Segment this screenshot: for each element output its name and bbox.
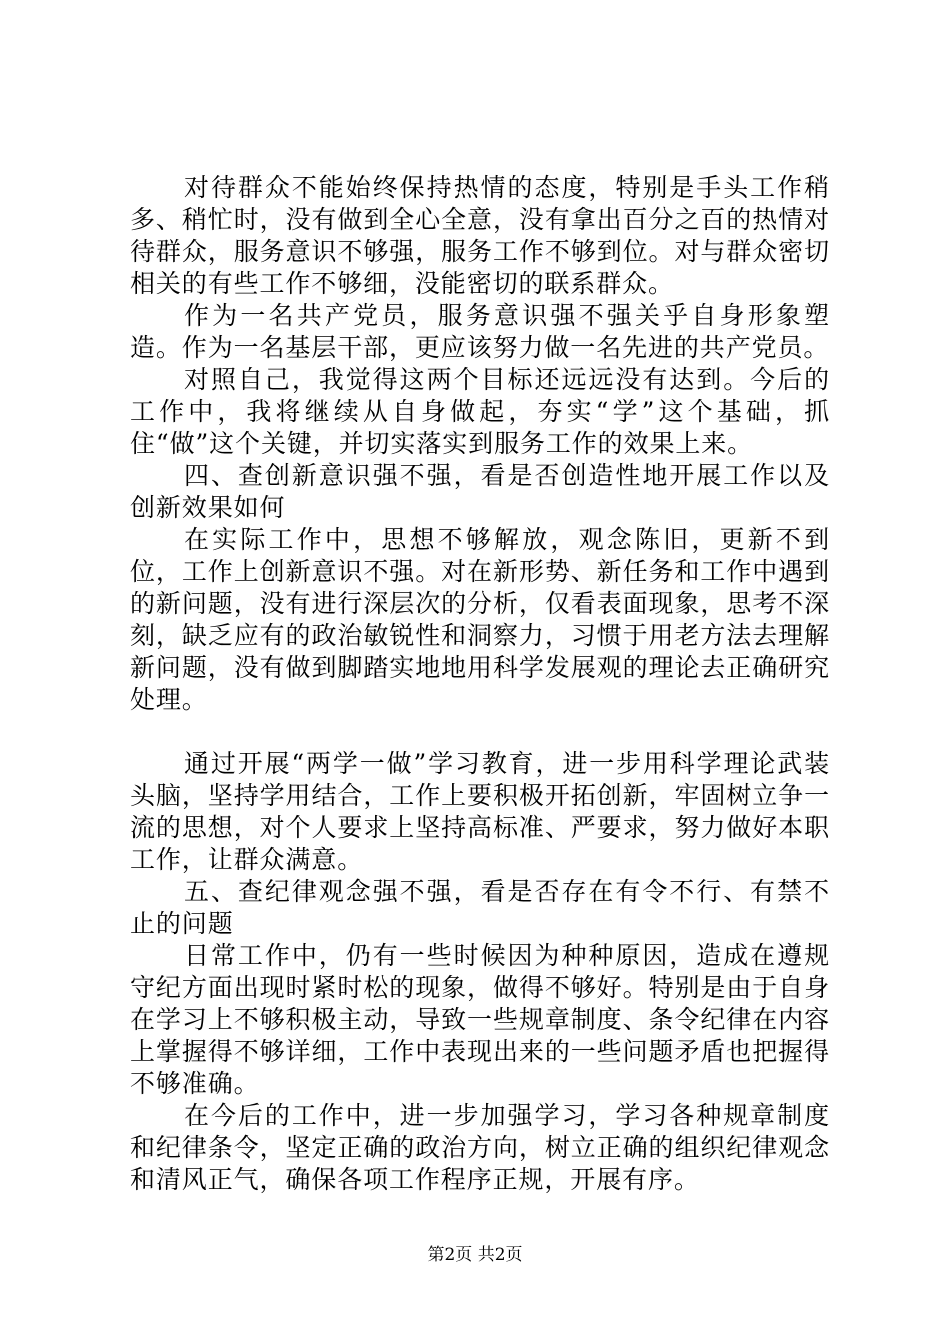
paragraph-service-attitude: 对待群众不能始终保持热情的态度，特别是手头工作稍多、稍忙时，没有做到全心全意，没有拿出百分之百的热情对待群众，服务意识不够强，服务工作不够到位。对与群众密切相关的有些工作不够细，没能密切的联系群众。 — [130, 173, 830, 298]
heading-innovation: 四、查创新意识强不强，看是否创造性地开展工作以及创新效果如何 — [130, 461, 830, 522]
paragraph-future-work: 在今后的工作中，进一步加强学习，学习各种规章制度和纪律条令，坚定正确的政治方向，树立正确的组织纪律观念和清风正气，确保各项工作程序正规，开展有序。 — [130, 1101, 830, 1194]
paragraph-discipline-issues: 日常工作中，仍有一些时候因为种种原因，造成在遵规守纪方面出现时紧时松的现象，做得不够好。特别是由于自身在学习上不够积极主动，导致一些规章制度、条令纪律在内容上掌握得不够详细，工作中表现出来的一些问题矛盾也把握得不够准确。 — [130, 941, 830, 1098]
paragraph-party-member: 作为一名共产党员，服务意识强不强关乎自身形象塑造。作为一名基层干部，更应该努力做一名先进的共产党员。 — [130, 301, 830, 362]
paragraph-self-reflection: 对照自己，我觉得这两个目标还远远没有达到。今后的工作中，我将继续从自身做起，夯实“学”这个基础，抓住“做”这个关键，并切实落实到服务工作的效果上来。 — [130, 365, 830, 458]
paragraph-study-education: 通过开展“两学一做”学习教育，进一步用科学理论武装头脑，坚持学用结合，工作上要积极开拓创新，牢固树立争一流的思想，对个人要求上坚持高标准、严要求，努力做好本职工作，让群众满意。 — [130, 749, 830, 874]
page-number-footer: 第2页 共2页 — [427, 1245, 523, 1265]
heading-discipline: 五、查纪律观念强不强，看是否存在有令不行、有禁不止的问题 — [130, 877, 830, 938]
document-body — [130, 172, 830, 1196]
paragraph-innovation-issues: 在实际工作中，思想不够解放，观念陈旧，更新不到位，工作上创新意识不强。对在新形势、新任务和工作中遇到的新问题，没有进行深层次的分析，仅看表面现象，思考不深刻，缺乏应有的政治敏锐性和洞察力，习惯于用老方法去理解新问题，没有做到脚踏实地地用科学发展观的理论去正确研究处理。 — [130, 525, 830, 714]
